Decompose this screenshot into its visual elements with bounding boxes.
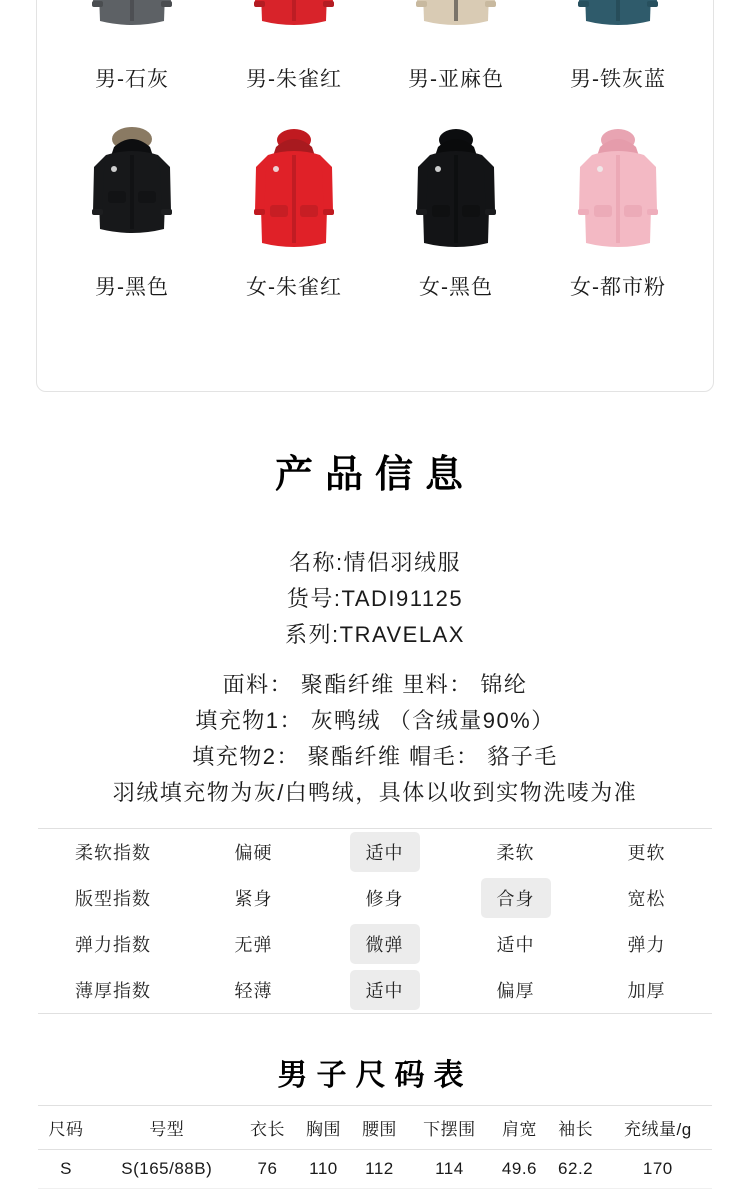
product-info-note: 羽绒填充物为灰/白鸭绒，具体以收到实物洗唛为准 bbox=[112, 780, 638, 805]
index-option[interactable] bbox=[581, 839, 712, 865]
index-row bbox=[38, 829, 712, 875]
index-option[interactable] bbox=[450, 839, 581, 865]
size-chart-cell: S bbox=[38, 1150, 94, 1189]
product-info-filling-1: 填充物1： 灰鸭绒 （含绒量90%） bbox=[195, 708, 555, 733]
index-option[interactable] bbox=[188, 931, 319, 957]
product-info-series: 系列:TRAVELAX bbox=[285, 622, 465, 647]
size-chart-header-cell: 衣长 bbox=[250, 1120, 285, 1139]
size-chart-cell: 114 bbox=[407, 1150, 491, 1189]
index-row-label: 弹力指数 bbox=[75, 935, 151, 955]
size-chart-header-cell: 下摆围 bbox=[423, 1120, 476, 1139]
index-option-text: 更软 bbox=[627, 843, 666, 863]
size-chart-header-cell: 袖长 bbox=[558, 1120, 594, 1139]
index-option-selected[interactable] bbox=[319, 832, 450, 872]
size-chart-cell: 170 bbox=[604, 1150, 712, 1189]
index-row bbox=[38, 921, 712, 967]
color-option-1[interactable] bbox=[51, 0, 213, 107]
index-row bbox=[38, 875, 712, 921]
color-option-3[interactable] bbox=[375, 0, 537, 107]
index-row bbox=[38, 967, 712, 1013]
jacket-illustration bbox=[375, 107, 537, 257]
index-option[interactable] bbox=[581, 885, 712, 911]
jacket-illustration bbox=[213, 0, 375, 49]
jacket-illustration bbox=[213, 107, 375, 257]
size-chart-cell: 49.6 bbox=[491, 1150, 547, 1189]
page-title-size-chart: 男子尺码表 bbox=[277, 1059, 473, 1092]
jacket-illustration bbox=[537, 107, 699, 257]
index-option-text: 轻薄 bbox=[234, 981, 273, 1001]
page-title-product-info: 产品信息 bbox=[274, 454, 475, 496]
color-option-8[interactable] bbox=[537, 107, 699, 315]
index-option[interactable] bbox=[188, 977, 319, 1003]
color-option-label: 男-铁灰蓝 bbox=[570, 68, 666, 91]
index-option-text: 宽松 bbox=[627, 889, 666, 909]
index-option[interactable] bbox=[450, 931, 581, 957]
product-info-fabric: 面料： 聚酯纤维 里料： 锦纶 bbox=[222, 672, 528, 697]
color-option-5[interactable] bbox=[51, 107, 213, 315]
index-option[interactable] bbox=[188, 839, 319, 865]
color-option-label: 男-石灰 bbox=[95, 68, 169, 91]
index-option-text: 紧身 bbox=[234, 889, 273, 909]
jacket-illustration bbox=[51, 0, 213, 49]
index-row-label: 版型指数 bbox=[75, 889, 151, 909]
size-chart-header-cell: 充绒量/g bbox=[623, 1120, 692, 1139]
jacket-illustration bbox=[537, 0, 699, 49]
index-row-label: 薄厚指数 bbox=[75, 981, 151, 1001]
index-option[interactable] bbox=[319, 885, 450, 911]
size-chart-cell: 76 bbox=[240, 1150, 296, 1189]
color-option-label: 女-朱雀红 bbox=[246, 276, 342, 299]
color-option-4[interactable] bbox=[537, 0, 699, 107]
index-option-selected[interactable] bbox=[319, 970, 450, 1010]
color-option-6[interactable] bbox=[213, 107, 375, 315]
size-chart-header-row bbox=[38, 1106, 712, 1150]
product-info-name: 名称:情侣羽绒服 bbox=[288, 550, 462, 575]
index-option-text: 偏厚 bbox=[496, 981, 535, 1001]
color-grid bbox=[37, 0, 713, 315]
product-info-code: 货号:TADI91125 bbox=[286, 586, 464, 611]
size-chart-table bbox=[38, 1105, 712, 1189]
jacket-illustration bbox=[51, 107, 213, 257]
attribute-index-table bbox=[38, 828, 712, 1014]
size-chart-cell: S(165/88B) bbox=[94, 1150, 240, 1189]
size-chart-cell: 112 bbox=[351, 1150, 407, 1189]
size-chart-cell: 110 bbox=[295, 1150, 351, 1189]
size-chart-header-cell: 腰围 bbox=[361, 1120, 397, 1139]
color-option-label: 男-黑色 bbox=[95, 276, 169, 299]
jacket-illustration bbox=[375, 0, 537, 49]
index-option-pill: 微弹 bbox=[350, 924, 420, 964]
index-option[interactable] bbox=[581, 977, 712, 1003]
index-row-label: 柔软指数 bbox=[75, 843, 151, 863]
index-option[interactable] bbox=[450, 977, 581, 1003]
size-chart-header-cell: 号型 bbox=[149, 1120, 185, 1139]
size-chart-cell: 62.2 bbox=[548, 1150, 604, 1189]
index-option-pill: 合身 bbox=[481, 878, 551, 918]
index-option-selected[interactable] bbox=[319, 924, 450, 964]
index-option[interactable] bbox=[581, 931, 712, 957]
index-option-text: 无弹 bbox=[234, 935, 273, 955]
index-option-text: 修身 bbox=[365, 889, 404, 909]
product-info-filling-2: 填充物2： 聚酯纤维 帽毛： 貉子毛 bbox=[192, 744, 558, 769]
index-option-pill: 适中 bbox=[350, 970, 420, 1010]
index-option-text: 加厚 bbox=[627, 981, 666, 1001]
size-chart-header-cell: 肩宽 bbox=[501, 1120, 537, 1139]
product-info-block bbox=[0, 545, 750, 811]
index-option-text: 偏硬 bbox=[234, 843, 273, 863]
color-option-7[interactable] bbox=[375, 107, 537, 315]
table-row bbox=[38, 1150, 712, 1189]
index-option-text: 适中 bbox=[496, 935, 535, 955]
size-chart-header-cell: 胸围 bbox=[305, 1120, 341, 1139]
index-option-text: 弹力 bbox=[627, 935, 666, 955]
color-option-label: 男-朱雀红 bbox=[246, 68, 342, 91]
color-option-label: 女-黑色 bbox=[419, 276, 493, 299]
color-option-2[interactable] bbox=[213, 0, 375, 107]
size-chart-header-cell: 尺码 bbox=[48, 1120, 84, 1139]
index-option-selected[interactable] bbox=[450, 878, 581, 918]
index-option-pill: 适中 bbox=[350, 832, 420, 872]
color-option-label: 女-都市粉 bbox=[570, 276, 666, 299]
index-option-text: 柔软 bbox=[496, 843, 535, 863]
color-option-label: 男-亚麻色 bbox=[408, 68, 504, 91]
color-options-panel bbox=[36, 0, 714, 392]
index-option[interactable] bbox=[188, 885, 319, 911]
